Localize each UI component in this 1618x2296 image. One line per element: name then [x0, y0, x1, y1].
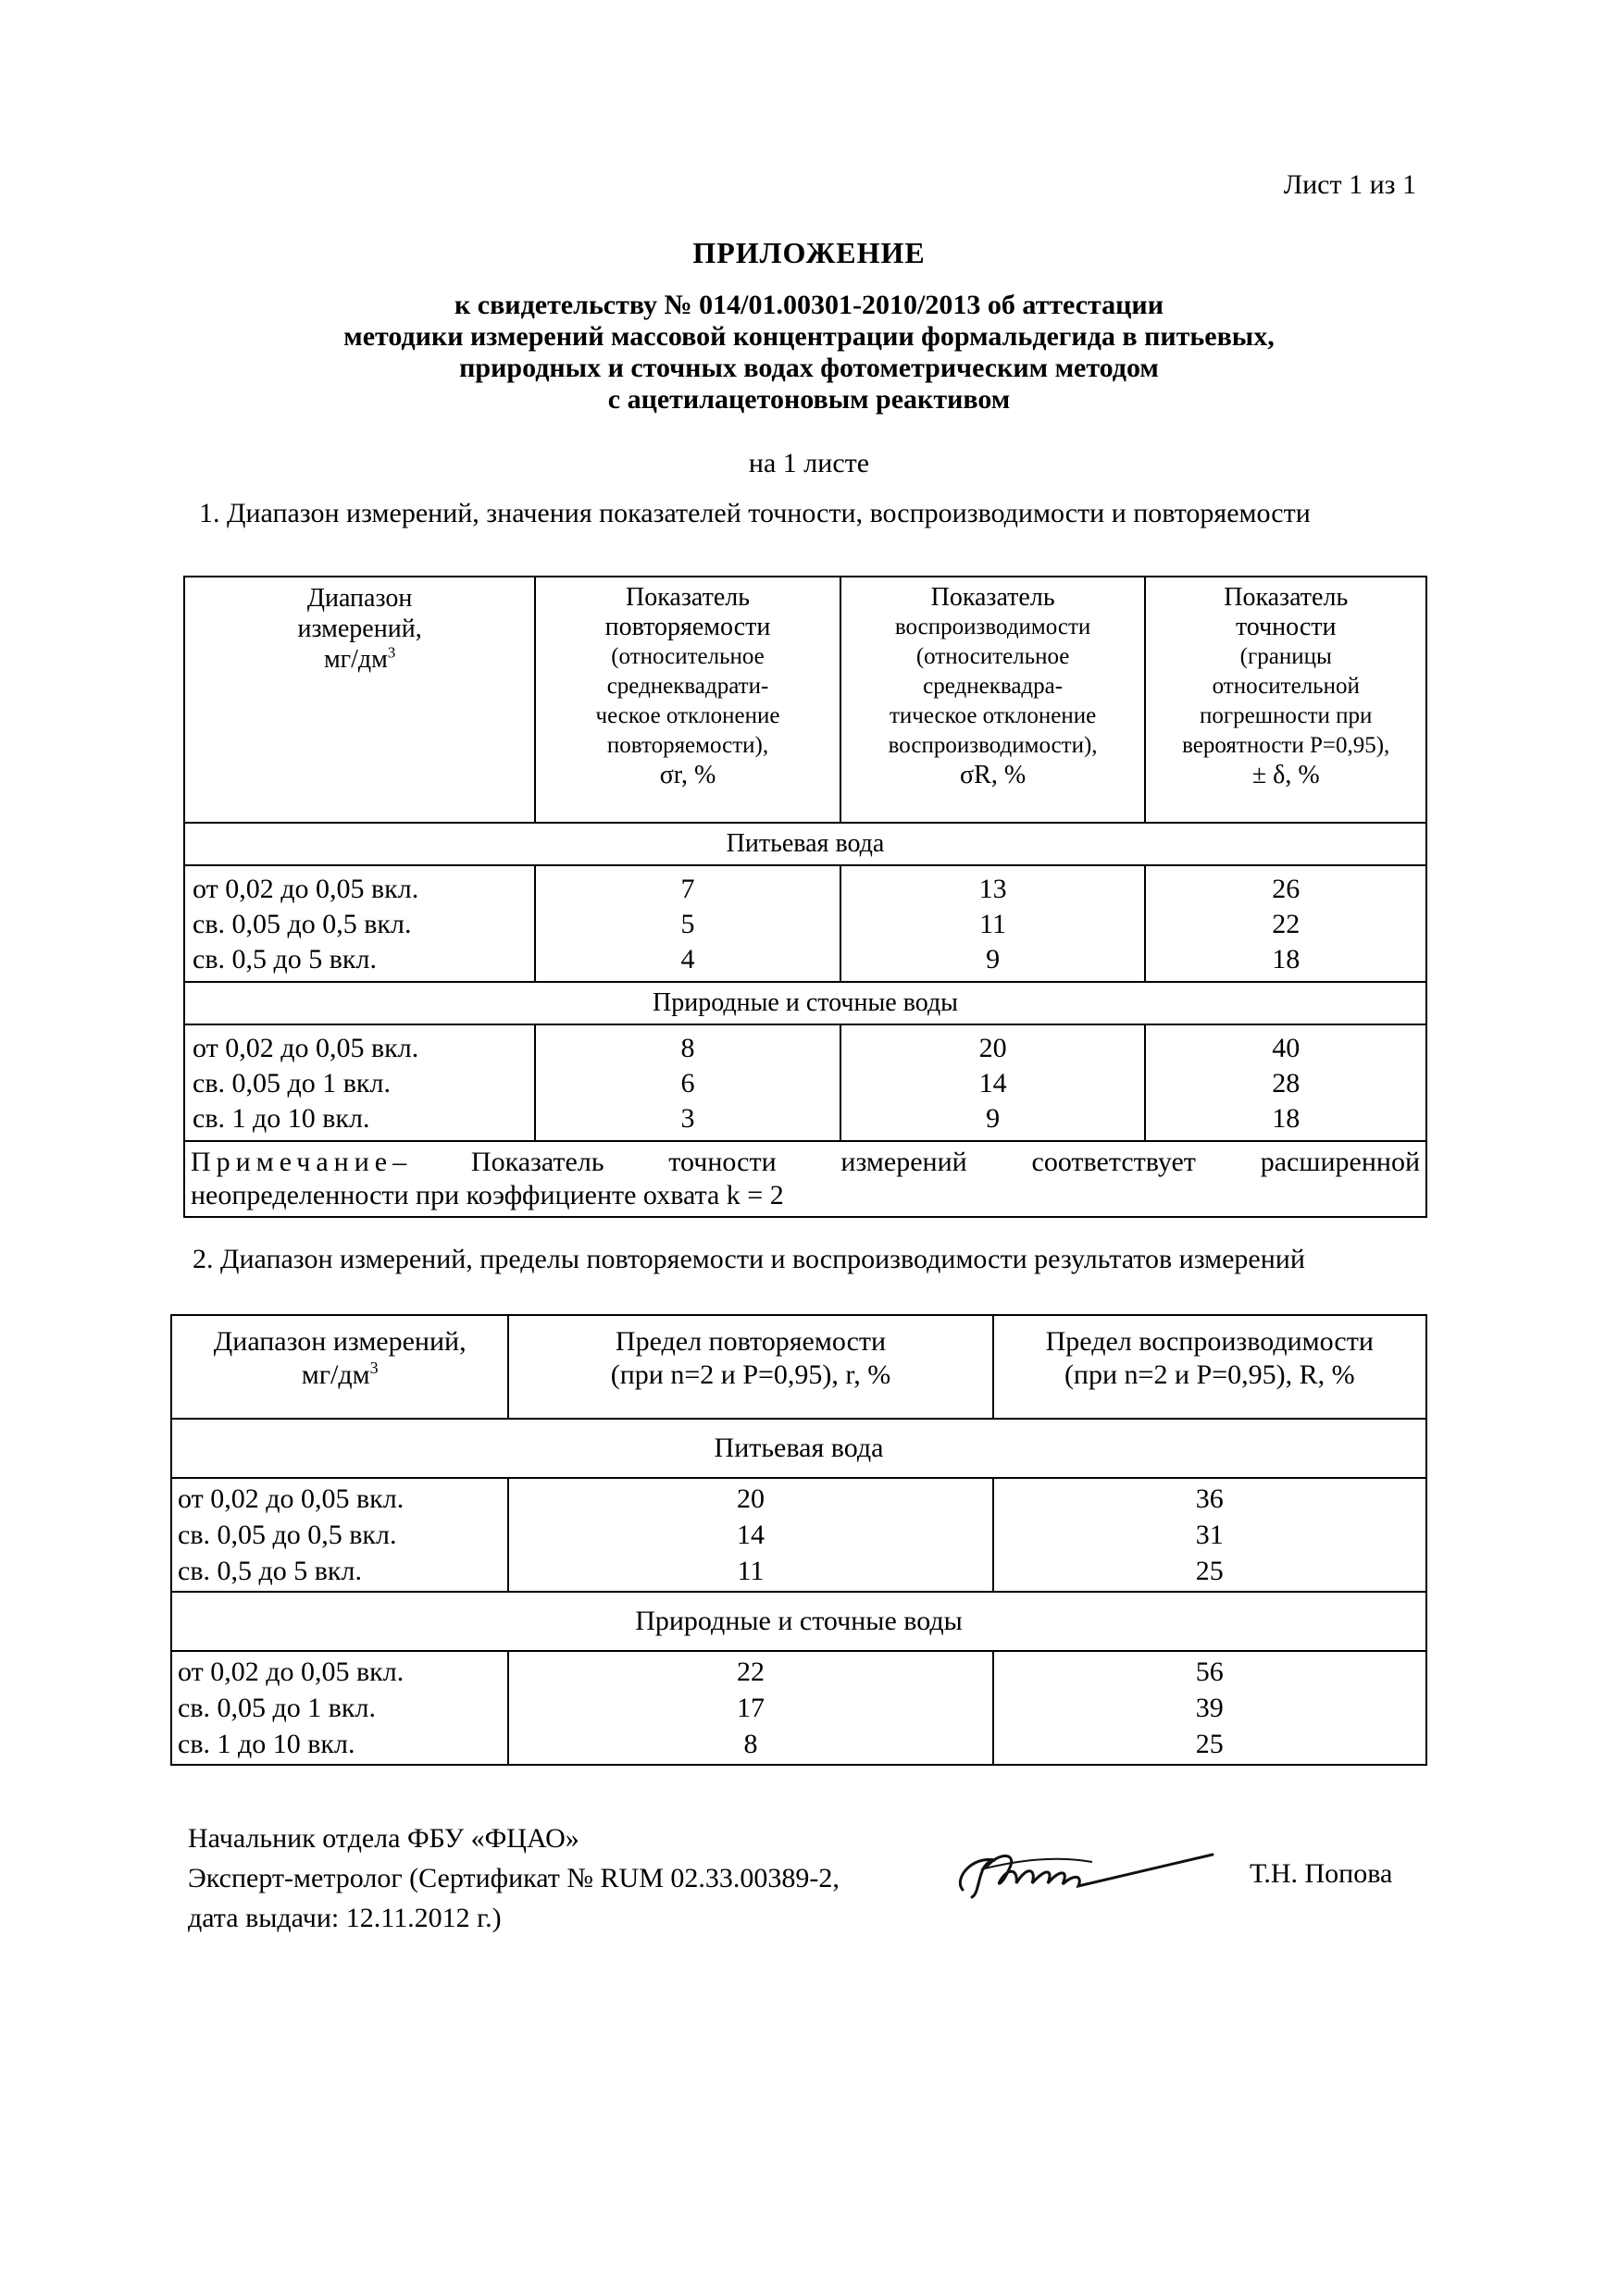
- section-2-title: 2. Диапазон измерений, пределы повторяемости и воспроизводимости результатов измерений: [193, 1244, 1305, 1274]
- note-label: Примечание: [191, 1147, 393, 1177]
- table-2: [170, 1314, 1427, 1766]
- signature-block: [188, 1818, 840, 1938]
- group-row: Природные и сточные воды: [184, 982, 1426, 1024]
- table-row: от 0,02 до 0,05 вкл. св. 0,05 до 0,5 вкл. св. 0,5 до 5 вкл. 20 14 11 36 31 25: [171, 1478, 1426, 1592]
- table-row: от 0,02 до 0,05 вкл. св. 0,05 до 1 вкл. св. 1 до 10 вкл. 22 17 8 56 39 25: [171, 1651, 1426, 1765]
- table-row: от 0,02 до 0,05 вкл. св. 0,05 до 1 вкл. св. 1 до 10 вкл. 8 6 3 20 14 9 40 28 18: [184, 1024, 1426, 1141]
- certificate-date: дата выдачи: 12.11.2012 г.): [188, 1903, 502, 1933]
- header-range: Диапазон измерений, $мг/дм^3$: [171, 1315, 508, 1419]
- table-1: [183, 576, 1427, 1218]
- header-reproducibility-limit: Предел воспроизводимости (при n=2 и Р=0,95), R, %: [993, 1315, 1426, 1419]
- header-accuracy: Показатель точности (границы относительной погрешности при вероятности Р=0,95), ± δ, %: [1145, 577, 1426, 823]
- table-row: от 0,02 до 0,05 вкл. св. 0,05 до 0,5 вкл. св. 0,5 до 5 вкл. 7 5 4 13 11 9 26 22 18: [184, 865, 1426, 982]
- signer-position: Начальник отдела ФБУ «ФЦАО»: [188, 1823, 579, 1854]
- table-2-header: [171, 1315, 1426, 1419]
- document-title: ПРИЛОЖЕНИЕ: [692, 236, 926, 269]
- signer-certificate: Эксперт-метролог (Сертификат № RUM 02.33.00389-2,: [188, 1863, 840, 1893]
- subtitle-line: методики измерений массовой концентрации формальдегида в питьевых,: [343, 321, 1275, 352]
- group-row: Питьевая вода: [171, 1419, 1426, 1478]
- header-repeatability-limit: Предел повторяемости (при n=2 и Р=0,95), r, %: [508, 1315, 992, 1419]
- sheet-number: Лист 1 из 1: [1283, 169, 1416, 200]
- handwritten-signature: [944, 1842, 1222, 1906]
- section-1-title: 1. Диапазон измерений, значения показателей точности, воспроизводимости и повторяемости: [199, 498, 1311, 528]
- header-reproducibility: Показатель воспроизводимости (относительное среднеквадра- тическое отклонение воспроизводимости), σR, %: [840, 577, 1146, 823]
- table-1-header: [184, 577, 1426, 823]
- subtitle-line: с ацетилацетоновым реактивом: [607, 384, 1011, 415]
- header-repeatability: Показатель повторяемости (относительное среднеквадрати- ческое отклонение повторяемости), σr, %: [535, 577, 840, 823]
- sheets-count: на 1 листе: [748, 448, 870, 478]
- document-subtitle: [0, 290, 1618, 416]
- signer-name: Т.Н. Попова: [1250, 1858, 1393, 1889]
- table-note: Примечание– Показатель точности измерений соответствует расширенной неопределенности при коэффициенте охвата k = 2: [184, 1141, 1426, 1217]
- group-row: Питьевая вода: [184, 823, 1426, 865]
- subtitle-line: природных и сточных водах фотометрическим методом: [459, 353, 1159, 383]
- subtitle-line: к свидетельству № 014/01.00301-2010/2013 об аттестации: [454, 290, 1164, 320]
- group-row: Природные и сточные воды: [171, 1592, 1426, 1651]
- header-range: Диапазон измерений, $мг/дм^3$: [184, 577, 535, 823]
